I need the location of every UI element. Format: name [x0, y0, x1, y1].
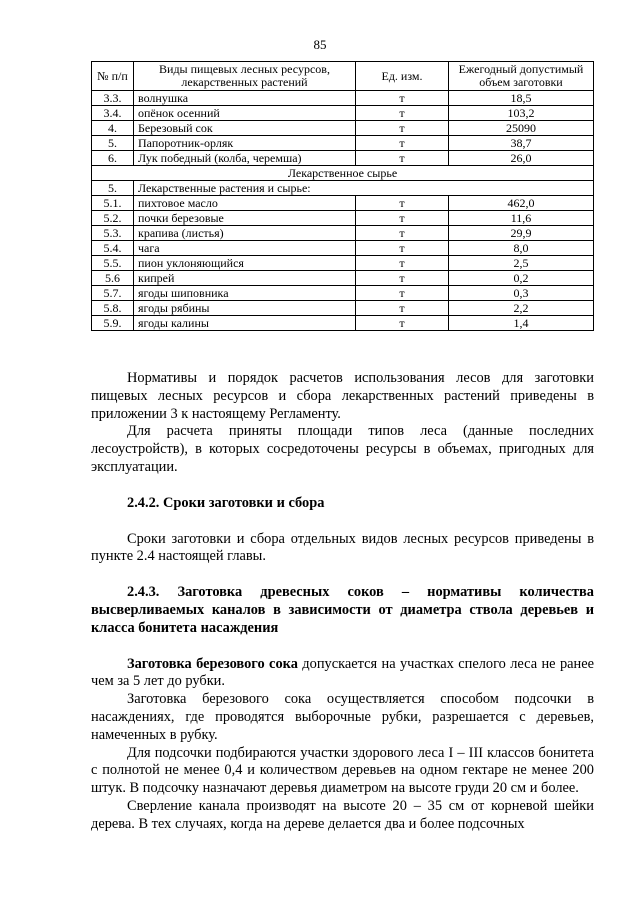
row-unit: т [356, 121, 449, 136]
table-row [92, 286, 594, 301]
birch-sap-rest: допускается на участках спелого леса не ранее чем за 5 лет до рубки. [91, 655, 594, 690]
row-name: пихтовое масло [134, 196, 356, 211]
row-volume: 29,9 [449, 226, 594, 241]
table-row [92, 211, 594, 226]
row-unit: т [356, 286, 449, 301]
row-num: 5.4. [92, 241, 134, 256]
table-row [92, 316, 594, 331]
table-row [92, 256, 594, 271]
row-volume: 25090 [449, 121, 594, 136]
row-volume: 1,4 [449, 316, 594, 331]
table-row [92, 106, 594, 121]
row-name: волнушка [134, 91, 356, 106]
row-volume: 18,5 [449, 91, 594, 106]
row-num: 5.1. [92, 196, 134, 211]
row-volume: 0,3 [449, 286, 594, 301]
row-volume: 2,5 [449, 256, 594, 271]
section-title: Лекарственное сырье [92, 166, 594, 181]
row-name: ягоды калины [134, 316, 356, 331]
row-name: Папоротник-орляк [134, 136, 356, 151]
row-unit: т [356, 136, 449, 151]
row-volume: 2,2 [449, 301, 594, 316]
header-volume: Ежегодный допустимый объем заготовки [449, 62, 594, 91]
row-num: 6. [92, 151, 134, 166]
row-num: 5.6 [92, 271, 134, 286]
section-row-name: Лекарственные растения и сырье: [134, 181, 594, 196]
row-num: 3.3. [92, 91, 134, 106]
body-text [91, 370, 594, 834]
birch-sap-bold: Заготовка березового сока [127, 655, 298, 672]
row-name: ягоды шиповника [134, 286, 356, 301]
table-row [92, 241, 594, 256]
paragraph-drilling: Сверление канала производят на высоте 20 – 35 см от корневой шейки дерева. В тех случаях, когда на дереве делается два и более подсочных [91, 797, 594, 832]
table-row [92, 136, 594, 151]
table-row [92, 196, 594, 211]
row-name: опёнок осенний [134, 106, 356, 121]
row-name: почки березовые [134, 211, 356, 226]
row-unit: т [356, 256, 449, 271]
row-num: 4. [92, 121, 134, 136]
section-title-row [92, 166, 594, 181]
row-name: Березовый сок [134, 121, 356, 136]
row-num: 5.3. [92, 226, 134, 241]
row-volume: 103,2 [449, 106, 594, 121]
heading-2-4-3: 2.4.3. Заготовка древесных соков – нормативы количества высверливаемых каналов в зависимости от диаметра ствола деревьев и класса бонитета насаждения [91, 584, 594, 636]
table-row [92, 121, 594, 136]
row-volume: 38,7 [449, 136, 594, 151]
row-num: 5.8. [92, 301, 134, 316]
section-row [92, 181, 594, 196]
row-name: ягоды рябины [134, 301, 356, 316]
table-row [92, 226, 594, 241]
header-unit: Ед. изм. [356, 62, 449, 91]
resources-table [91, 61, 594, 331]
row-volume: 11,6 [449, 211, 594, 226]
paragraph-terms: Сроки заготовки и сбора отдельных видов лесных ресурсов приведены в пункте 2.4 настоящей главы. [91, 530, 594, 565]
row-name: чага [134, 241, 356, 256]
row-volume: 26,0 [449, 151, 594, 166]
row-volume: 462,0 [449, 196, 594, 211]
paragraph-plot-selection: Для подсочки подбираются участки здорового леса I – III классов бонитета с полнотой не менее 0,4 и количеством деревьев на одном гектаре не менее 200 штук. В подсочку назначают деревья диаметром на высоте груди 20 см и более. [91, 744, 594, 797]
row-unit: т [356, 316, 449, 331]
paragraph-tapping-method: Заготовка березового сока осуществляется способом подсочки в насаждениях, где проводятся выборочные рубки, разрешается с деревьев, намеченных в рубку. [91, 691, 594, 743]
paragraph-norms: Нормативы и порядок расчетов использования лесов для заготовки пищевых лесных ресурсов и сбора лекарственных растений приведены в приложении 3 к настоящему Регламенту. [91, 370, 594, 422]
row-volume: 0,2 [449, 271, 594, 286]
row-unit: т [356, 226, 449, 241]
row-num: 5.2. [92, 211, 134, 226]
row-unit: т [356, 211, 449, 226]
row-num: 5.7. [92, 286, 134, 301]
row-unit: т [356, 151, 449, 166]
row-unit: т [356, 196, 449, 211]
header-name: Виды пищевых лесных ресурсов, лекарственных растений [134, 62, 356, 91]
row-unit: т [356, 91, 449, 106]
paragraph-calculation: Для расчета приняты площади типов леса (данные последних лесоустройств), в которых сосредоточены ресурсы в объемах, пригодных для эксплуатации. [91, 423, 594, 475]
table-row [92, 271, 594, 286]
header-num: № п/п [92, 62, 134, 91]
row-num: 5.9. [92, 316, 134, 331]
table-header-row [92, 62, 594, 91]
section-row-num: 5. [92, 181, 134, 196]
row-unit: т [356, 271, 449, 286]
paragraph-birch-sap [91, 656, 594, 692]
row-name: крапива (листья) [134, 226, 356, 241]
heading-2-4-2: 2.4.2. Сроки заготовки и сбора [127, 494, 325, 511]
row-name: пион уклоняющийся [134, 256, 356, 271]
page-number: 85 [313, 37, 327, 52]
row-unit: т [356, 241, 449, 256]
table-row [92, 301, 594, 316]
row-unit: т [356, 106, 449, 121]
row-name: Лук победный (колба, черемша) [134, 151, 356, 166]
row-name: кипрей [134, 271, 356, 286]
table-row [92, 91, 594, 106]
table-row [92, 151, 594, 166]
row-num: 5. [92, 136, 134, 151]
row-volume: 8,0 [449, 241, 594, 256]
row-num: 5.5. [92, 256, 134, 271]
row-unit: т [356, 301, 449, 316]
row-num: 3.4. [92, 106, 134, 121]
